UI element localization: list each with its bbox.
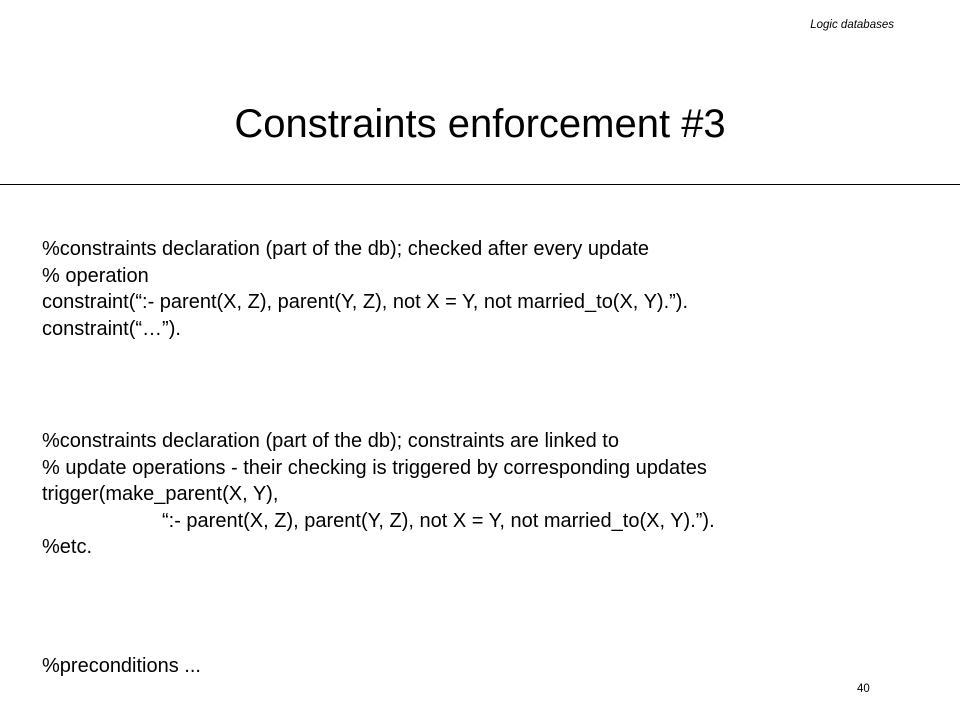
code-line: % operation <box>42 264 149 287</box>
code-line: % update operations - their checking is triggered by corresponding updates <box>42 456 707 479</box>
title-divider <box>0 184 960 185</box>
code-line: trigger(make_parent(X, Y), <box>42 483 279 505</box>
code-line: %constraints declaration (part of the db); checked after every update <box>42 238 650 260</box>
code-line: constraint(“…”). <box>42 317 181 340</box>
slide-title: Constraints enforcement #3 <box>234 102 726 146</box>
page-number: 40 <box>857 683 870 695</box>
code-line: %constraints declaration (part of the db); constraints are linked to <box>42 430 619 452</box>
triggers-block <box>42 428 942 561</box>
code-line: %etc. <box>42 536 93 558</box>
code-line: constraint(“:- parent(X, Z), parent(Y, Z), not X = Y, not married_to(X, Y).”). <box>42 291 688 313</box>
preconditions-block <box>42 653 942 680</box>
header-topic: Logic databases <box>810 19 894 31</box>
code-line: “:- parent(X, Z), parent(Y, Z), not X = Y, not married_to(X, Y).”). <box>162 509 715 532</box>
constraints-block <box>42 236 942 342</box>
code-line: %preconditions ... <box>42 655 201 677</box>
